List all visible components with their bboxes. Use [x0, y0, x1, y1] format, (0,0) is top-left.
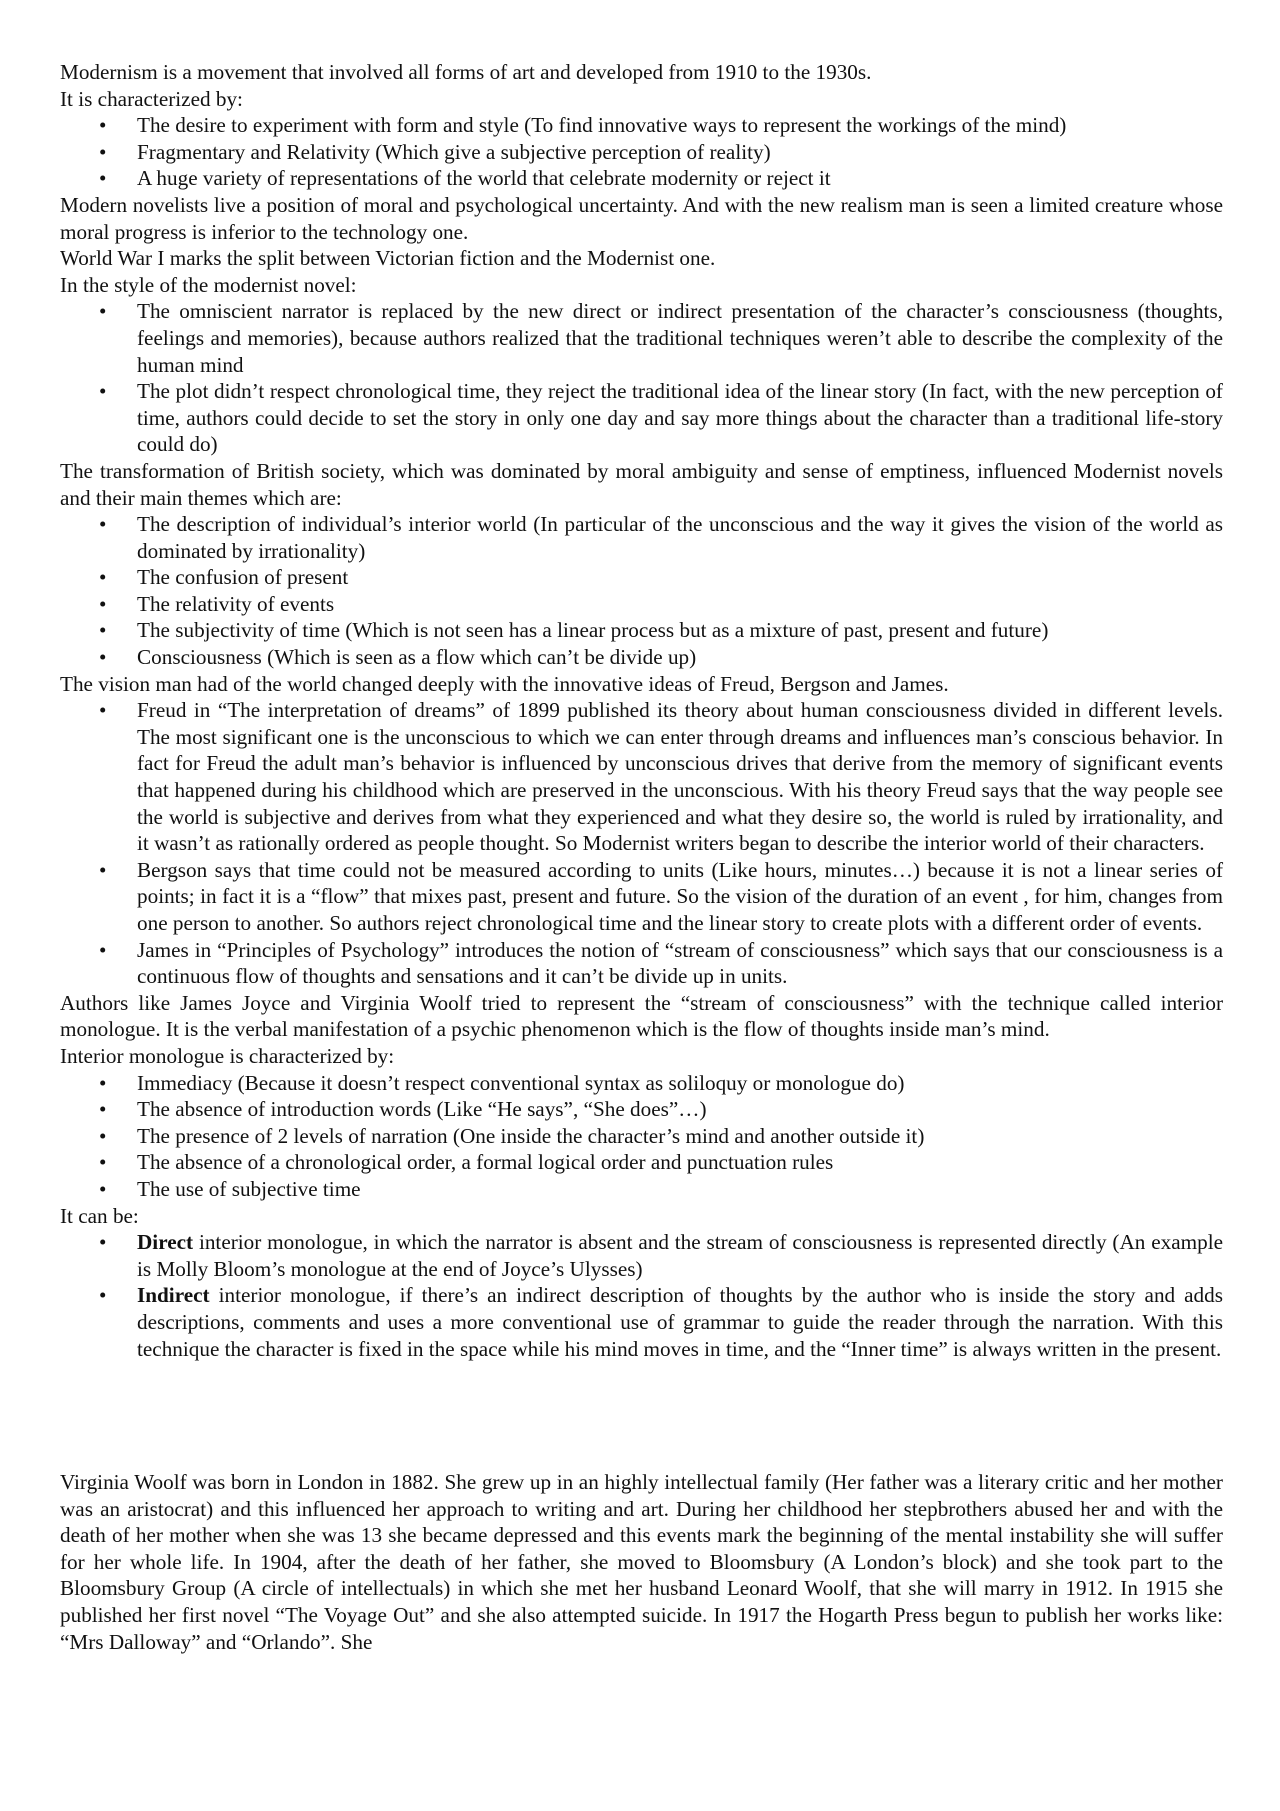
- list-item-text: The description of individual’s interior world (In particular of the unconscious and the way it gives the vision of the world as dominated by irrationality): [137, 512, 1223, 563]
- list-item: [60, 1096, 1223, 1123]
- list-item-text: Consciousness (Which is seen as a flow which can’t be divide up): [137, 645, 697, 670]
- bullet-icon: •: [99, 937, 107, 962]
- list-item: [60, 937, 1223, 990]
- paragraph: World War I marks the split between Victorian fiction and the Modernist one.: [60, 246, 716, 271]
- bullet-icon: •: [99, 1123, 107, 1148]
- bullet-icon: •: [99, 857, 107, 882]
- bullet-icon: •: [99, 139, 107, 164]
- list-item: [60, 644, 1223, 671]
- bullet-icon: •: [99, 379, 107, 404]
- list-item-text: interior monologue, in which the narrator is absent and the stream of consciousness is represented directly (An example is Molly Bloom’s monologue at the end of Joyce’s Ulysses): [137, 1230, 1223, 1281]
- section-gap: [60, 1362, 1223, 1469]
- list-item: [60, 139, 1223, 166]
- paragraph: Modern novelists live a position of moral and psychological uncertainty. And with the new realism man is seen a limited creature whose moral progress is inferior to the technology one.: [60, 192, 1223, 244]
- bullet-list: [60, 697, 1223, 990]
- list-item: [60, 697, 1223, 857]
- list-item-bold-term: Direct: [137, 1230, 194, 1255]
- bullet-icon: •: [99, 113, 107, 138]
- paragraph: Virginia Woolf was born in London in 1882. She grew up in an highly intellectual family (Her father was a literary critic and her mother was an aristocrat) and this influenced her approach to writing and art. During her childhood her stepbrothers abused her and with the death of her mother when she was 13 she became depressed and this events mark the beginning of the mental instability she will suffer for her whole life. In 1904, after the death of her father, she moved to Bloomsbury (A London’s block) and she took part to the Bloomsbury Group (A circle of intellectuals) in which she met her husband Leonard Woolf, that she will marry in 1912. In 1915 she published her first novel “The Voyage Out” and she also attempted suicide. In 1917 the Hogarth Press begun to publish her works like: “Mrs Dalloway” and “Orlando”. She: [60, 1470, 1223, 1654]
- list-item-text: The relativity of events: [137, 591, 335, 616]
- bullet-list: [60, 298, 1223, 458]
- list-item: [60, 617, 1223, 644]
- list-item-text: James in “Principles of Psychology” introduces the notion of “stream of consciousness” which says that our consciousness is a continuous flow of thoughts and sensations and it can’t be divide up in units.: [137, 937, 1223, 989]
- list-item: [60, 857, 1223, 937]
- bullet-icon: •: [99, 512, 107, 537]
- bullet-icon: •: [99, 565, 107, 590]
- bullet-icon: •: [99, 166, 107, 191]
- list-item: [60, 1282, 1223, 1362]
- list-item: [60, 1070, 1223, 1097]
- list-item-bold-term: Indirect: [137, 1283, 210, 1308]
- list-item: [60, 112, 1223, 139]
- list-item: [60, 165, 1223, 192]
- bullet-list: [60, 1229, 1223, 1362]
- list-item: [60, 1149, 1223, 1176]
- document-page: [60, 59, 1223, 1655]
- list-item-text: The omniscient narrator is replaced by the new direct or indirect presentation of the character’s consciousness (thoughts, feelings and memories), because authors realized that the traditional techniques weren’t able to describe the complexity of the human mind: [137, 299, 1223, 377]
- list-item-text: The use of subjective time: [137, 1176, 361, 1201]
- list-item-text: The absence of a chronological order, a formal logical order and punctuation rules: [137, 1150, 834, 1175]
- bullet-icon: •: [99, 618, 107, 643]
- list-item-text: The desire to experiment with form and style (To find innovative ways to represent the workings of the mind): [137, 113, 1067, 138]
- bullet-icon: •: [99, 645, 107, 670]
- list-item: [60, 511, 1223, 564]
- list-item-text: Immediacy (Because it doesn’t respect conventional syntax as soliloquy or monologue do): [137, 1070, 905, 1095]
- paragraph: In the style of the modernist novel:: [60, 272, 357, 297]
- list-item: [60, 564, 1223, 591]
- list-item-text: The confusion of present: [137, 565, 349, 590]
- bullet-list: [60, 112, 1223, 192]
- paragraph: Modernism is a movement that involved all forms of art and developed from 1910 to the 1930s.: [60, 60, 872, 84]
- paragraph: It is characterized by:: [60, 86, 243, 111]
- list-item: [60, 1176, 1223, 1203]
- list-item-text: Bergson says that time could not be measured according to units (Like hours, minutes…) because it is not a linear series of points; in fact it is a “flow” that mixes past, present and future. So the vision of the duration of an event , for him, changes from one person to another. So authors reject chronological time and the linear story to create plots with a different order of events.: [137, 857, 1223, 935]
- paragraph: It can be:: [60, 1203, 139, 1228]
- list-item: [60, 378, 1223, 458]
- bullet-icon: •: [99, 1176, 107, 1201]
- bullet-icon: •: [99, 1097, 107, 1122]
- list-item: [60, 298, 1223, 378]
- bullet-icon: •: [99, 1150, 107, 1175]
- list-item: [60, 591, 1223, 618]
- list-item-text: Freud in “The interpretation of dreams” of 1899 published its theory about human consciousness divided in different levels. The most significant one is the unconscious to which we can enter through dreams and influences man’s conscious behavior. In fact for Freud the adult man’s behavior is influenced by unconscious drives that derive from the memory of significant events that happened during his childhood which are preserved in the unconscious. With his theory Freud says that the way people see the world is subjective and derives from what they experienced and what they desire so, the world is ruled by irrationality, and it wasn’t as rationally ordered as people thought. So Modernist writers began to describe the interior world of their characters.: [137, 698, 1223, 856]
- bullet-icon: •: [99, 1070, 107, 1095]
- list-item-text: The plot didn’t respect chronological time, they reject the traditional idea of the linear story (In fact, with the new perception of time, authors could decide to set the story in only one day and say more things about the character than a traditional life-story could do): [137, 379, 1223, 457]
- bullet-icon: •: [99, 1283, 107, 1308]
- paragraph: The transformation of British society, which was dominated by moral ambiguity and sense of emptiness, influenced Modernist novels and their main themes which are:: [60, 458, 1223, 510]
- paragraph: Interior monologue is characterized by:: [60, 1043, 395, 1068]
- bullet-list: [60, 511, 1223, 671]
- list-item: [60, 1123, 1223, 1150]
- list-item-text: The presence of 2 levels of narration (One inside the character’s mind and another outside it): [137, 1123, 925, 1148]
- bullet-list: [60, 1070, 1223, 1203]
- bullet-icon: •: [99, 591, 107, 616]
- list-item-text: The subjectivity of time (Which is not seen has a linear process but as a mixture of past, present and future): [137, 618, 1049, 643]
- bullet-icon: •: [99, 1230, 107, 1255]
- list-item: [60, 1229, 1223, 1282]
- bullet-icon: •: [99, 299, 107, 324]
- list-item-text: interior monologue, if there’s an indirect description of thoughts by the author who is inside the story and adds descriptions, comments and uses a more conventional use of grammar to guide the reader through the narration. With this technique the character is fixed in the space while his mind moves in time, and the “Inner time” is always written in the present.: [137, 1283, 1223, 1361]
- list-item-text: The absence of introduction words (Like “He says”, “She does”…): [137, 1097, 707, 1122]
- paragraph: Authors like James Joyce and Virginia Woolf tried to represent the “stream of consciousness” with the technique called interior monologue. It is the verbal manifestation of a psychic phenomenon which is the flow of thoughts inside man’s mind.: [60, 990, 1223, 1042]
- paragraph: The vision man had of the world changed deeply with the innovative ideas of Freud, Bergson and James.: [60, 671, 949, 696]
- list-item-text: Fragmentary and Relativity (Which give a subjective perception of reality): [137, 139, 771, 164]
- bullet-icon: •: [99, 698, 107, 723]
- list-item-text: A huge variety of representations of the world that celebrate modernity or reject it: [137, 166, 831, 191]
